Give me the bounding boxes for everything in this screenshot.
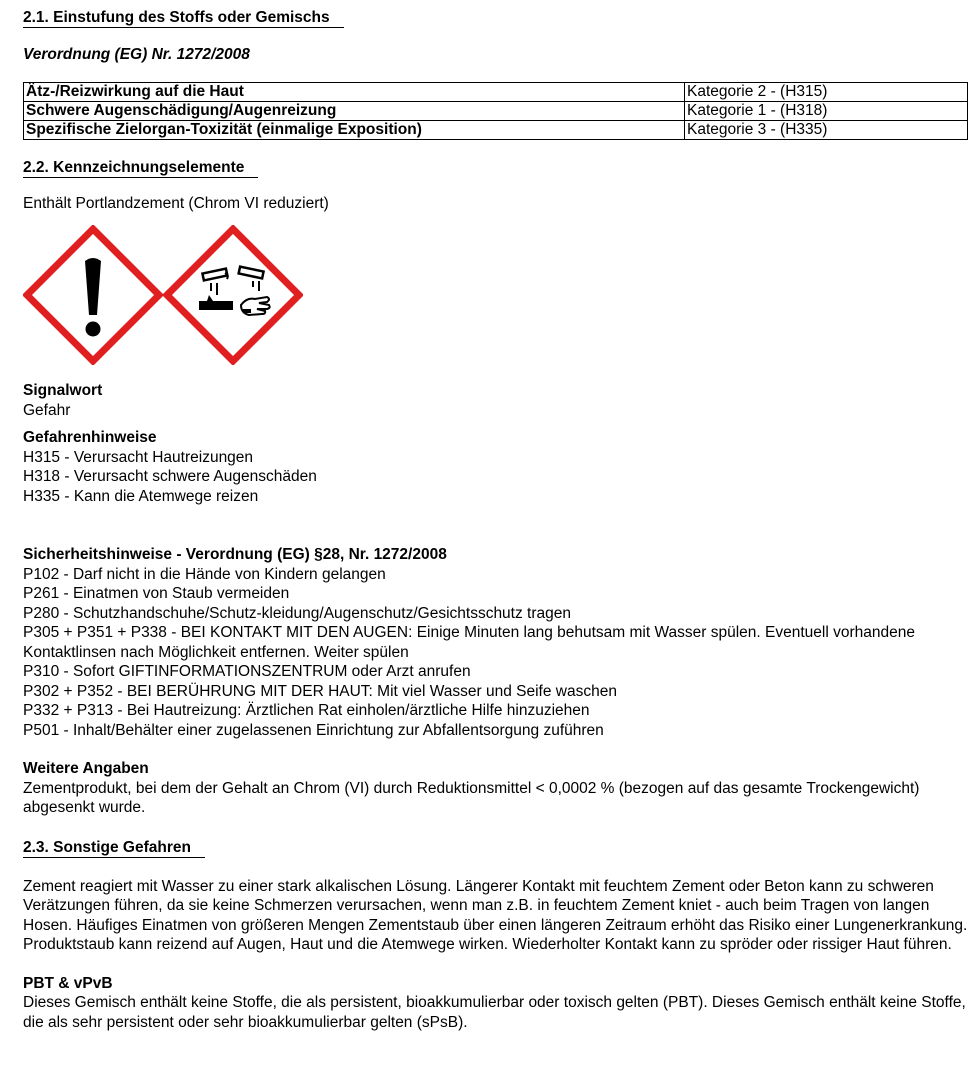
hazard-class-cell: Spezifische Zielorgan-Toxizität (einmalige Exposition) (24, 120, 685, 139)
list-item: P102 - Darf nicht in die Hände von Kindern gelangen (23, 565, 386, 583)
list-item: H318 - Verursacht schwere Augenschäden (23, 468, 317, 485)
list-item: H315 - Verursacht Hautreizungen (23, 448, 254, 466)
list-item: H335 - Kann die Atemwege reizen (23, 487, 259, 505)
further-info-text: Zementprodukt, bei dem der Gehalt an Chrom (VI) durch Reduktionsmittel < 0,0002 % (bezogen auf das gesamte Trockengewicht) abgesenkt wurde. (23, 779, 920, 816)
list-item: P332 + P313 - Bei Hautreizung: Ärztlichen Rat einholen/ärztliche Hilfe hinzuziehen (23, 702, 590, 719)
table-row (24, 82, 968, 101)
hazard-category-cell: Kategorie 3 - (H335) (685, 120, 968, 139)
hazard-class-cell: Schwere Augenschädigung/Augenreizung (24, 101, 685, 120)
pbt-title: PBT & vPvB (23, 974, 113, 992)
list-item: P280 - Schutzhandschuhe/Schutz-kleidung/Augenschutz/Gesichtsschutz tragen (23, 604, 571, 622)
precautionary-title: Sicherheitshinweise - Verordnung (EG) §28, Nr. 1272/2008 (23, 546, 447, 563)
classification-table (23, 82, 968, 140)
regulation-heading: Verordnung (EG) Nr. 1272/2008 (23, 46, 250, 63)
sds-page (23, 8, 972, 1032)
exclamation-mark-icon (23, 225, 163, 365)
table-row (24, 120, 968, 139)
hazard-class-cell: Ätz-/Reizwirkung auf die Haut (24, 82, 685, 101)
further-info-title: Weitere Angaben (23, 760, 149, 777)
table-row (24, 101, 968, 120)
list-item: P302 + P352 - BEI BERÜHRUNG MIT DER HAUT: Mit viel Wasser und Seife waschen (23, 682, 617, 700)
section-2-1-heading: 2.1. Einstufung des Stoffs oder Gemischs (23, 9, 344, 28)
section-2-2-heading: 2.2. Kennzeichnungselemente (23, 159, 258, 178)
other-hazards-text: Zement reagiert mit Wasser zu einer stark alkalischen Lösung. Längerer Kontakt mit feuchtem Zement oder Beton kann zu schweren Verätzungen führen, da sie keine Schmerzen verursachen, wenn man z.B. in feuchtem Zement kniet - auch beim Tragen von langen Hosen. Häufiges Einatmen von größeren Mengen Zementstaub über einen längeren Zeitraum erhöht das Risiko einer Lungenerkrankung. Produktstaub kann reizend auf Augen, Haut und die Atemwege wirken. Wiederholter Kontakt kann zu spröder oder rissiger Haut führen. (23, 877, 972, 953)
hazard-category-cell: Kategorie 2 - (H315) (685, 82, 968, 101)
pbt-info (23, 974, 968, 1033)
pbt-text: Dieses Gemisch enthält keine Stoffe, die als persistent, bioakkumulierbar oder toxisch gelten (PBT). Dieses Gemisch enthält keine Stoffe, die als sehr persistent oder sehr bioakkumulierbar gelten (sPsB). (23, 994, 966, 1031)
signal-word: Gefahr (23, 401, 71, 419)
contains-text: Enthält Portlandzement (Chrom VI reduziert) (23, 194, 329, 212)
hazard-statements-title: Gefahrenhinweise (23, 429, 157, 446)
ghs-pictograms (23, 225, 968, 365)
signal-word-title: Signalwort (23, 382, 103, 399)
list-item: P261 - Einatmen von Staub vermeiden (23, 585, 290, 602)
further-info (23, 759, 968, 818)
hazard-statements (23, 428, 968, 506)
hazard-category-cell: Kategorie 1 - (H318) (685, 101, 968, 120)
corrosion-icon (163, 225, 303, 365)
section-2-3-heading: 2.3. Sonstige Gefahren (23, 839, 205, 858)
list-item: P310 - Sofort GIFTINFORMATIONSZENTRUM oder Arzt anrufen (23, 663, 471, 680)
precautionary-statements (23, 545, 968, 740)
list-item: P305 + P351 + P338 - BEI KONTAKT MIT DEN AUGEN: Einige Minuten lang behutsam mit Wasser spülen. Eventuell vorhandene Kontaktlinsen nach Möglichkeit entfernen. Weiter spülen (23, 624, 915, 661)
list-item: P501 - Inhalt/Behälter einer zugelassenen Einrichtung zur Abfallentsorgung zuführen (23, 721, 604, 739)
